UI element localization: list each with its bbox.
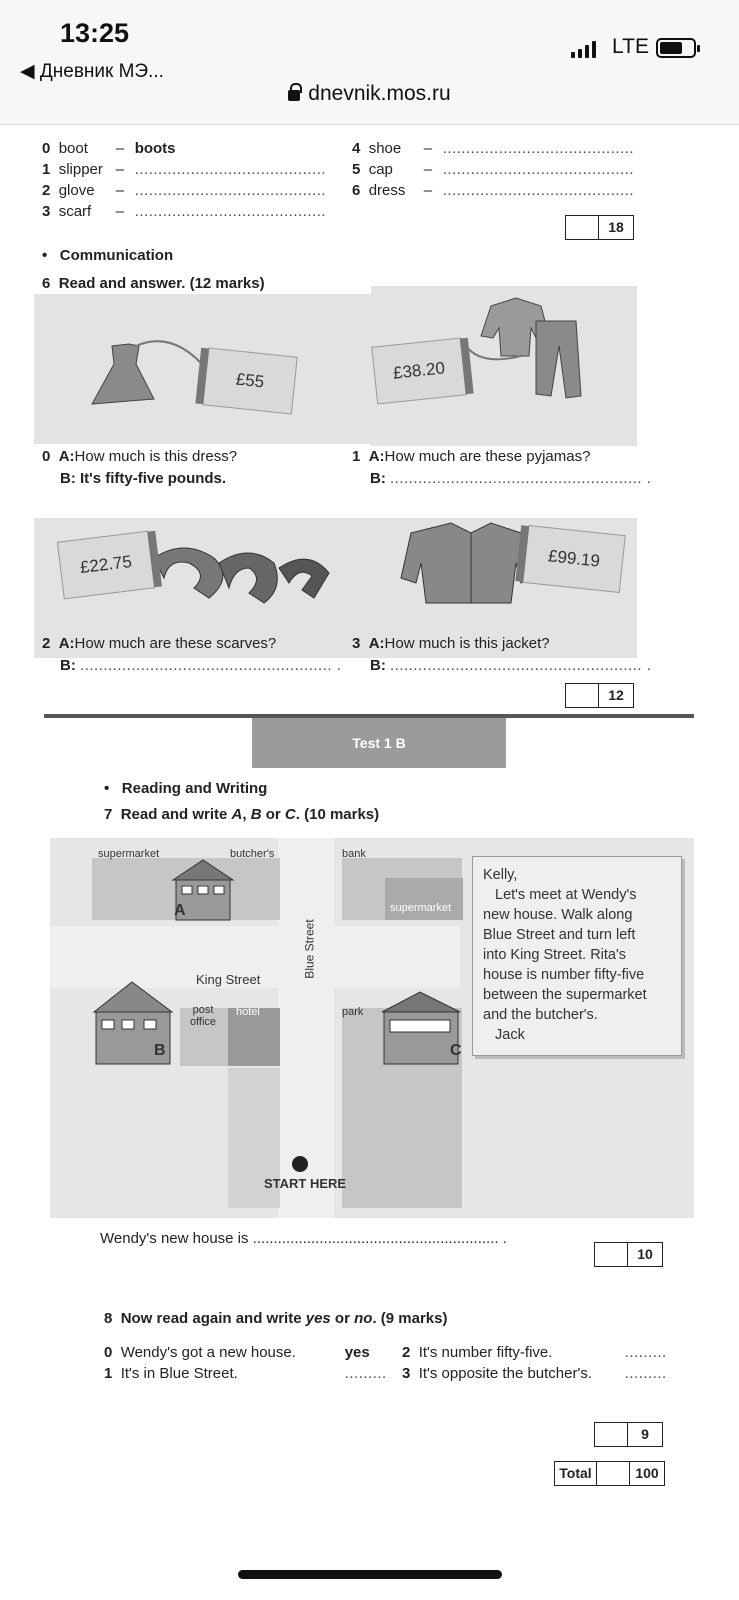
section-heading: • Communication [42, 247, 174, 264]
list-item: 4 shoe – ......................................... [352, 140, 635, 157]
ex8-right-column [402, 1342, 667, 1384]
exercise-title: 6 Read and answer. (12 marks) [42, 275, 265, 292]
map-label: Blue Street [302, 919, 317, 979]
total-box: Total 100 [554, 1461, 665, 1486]
ex5-right-column [352, 138, 634, 201]
score-box: 12 [565, 683, 634, 708]
map-label: post office [189, 1004, 217, 1028]
score-box: 9 [594, 1422, 663, 1447]
list-item: 0 boot – boots [42, 140, 176, 157]
qa-item: 0 A:How much is this dress? B: It's fifty-five pounds. [42, 448, 238, 487]
score-box: 10 [594, 1242, 663, 1267]
list-item: 0 Wendy's got a new house. yes [104, 1344, 370, 1361]
answer-line: Wendy's new house is ........................................................... . [100, 1230, 507, 1247]
ex8-left-column [104, 1342, 387, 1384]
qa-item: 1 A:How much are these pyjamas? B: ...................................................... . [352, 448, 652, 487]
lock-icon [288, 90, 300, 101]
price-tag: £38.20 [371, 337, 467, 404]
map-label: hotel [236, 1006, 260, 1018]
map-label: supermarket [390, 902, 452, 914]
battery-icon [656, 38, 696, 58]
ex5-left-column [42, 138, 326, 222]
list-item: 3 It's opposite the butcher's. ......... [402, 1365, 667, 1382]
section-heading: • Reading and Writing [104, 780, 268, 797]
test-banner: Test 1 B [252, 718, 506, 768]
map-label: King Street [196, 972, 261, 987]
browser-status-bar [0, 0, 739, 125]
qa-item: 2 A:How much are these scarves? B: ...................................................... . [42, 635, 342, 674]
list-item: 2 It's number fifty-five. ......... [402, 1344, 667, 1361]
start-marker [292, 1156, 308, 1172]
price-tag: £22.75 [57, 531, 155, 600]
home-indicator[interactable] [238, 1570, 502, 1579]
map-label: butcher's [230, 848, 275, 860]
list-item: 1 It's in Blue Street. ......... [104, 1365, 387, 1382]
address-bar[interactable] [0, 82, 739, 106]
worksheet-page [0, 126, 739, 1600]
list-item: 3 scarf – ......................................... [42, 203, 327, 220]
exercise-title: 8 Now read again and write yes or no. (9 marks) [104, 1310, 448, 1327]
qa-item: 3 A:How much is this jacket? B: ...................................................... . [352, 635, 652, 674]
map-label: supermarket [98, 848, 160, 860]
map-label: C [450, 1042, 462, 1059]
price-tag: £99.19 [522, 525, 626, 593]
list-item: 2 glove – ......................................... [42, 182, 327, 199]
price-tag: £55 [202, 347, 298, 414]
map-label: bank [342, 848, 366, 860]
back-to-app-link[interactable]: ◀ Дневник МЭ... [20, 61, 164, 82]
score-box: 18 [565, 215, 634, 240]
map-label: A [174, 902, 186, 919]
exercise-title: 7 Read and write A, B or C. (10 marks) [104, 806, 380, 823]
list-item: 5 cap – ......................................... [352, 161, 635, 178]
signal-icon [571, 40, 596, 58]
map-label: START HERE [264, 1176, 347, 1191]
map-label: park [342, 1006, 364, 1018]
url-text: dnevnik.mos.ru [308, 82, 451, 105]
network-type: LTE [612, 35, 649, 58]
note-card: Kelly, Let's meet at Wendy's new house. Walk along Blue Street and turn left into King Street. Rita's house is number fifty-five between the supermarket and the butcher's. Jack [472, 856, 682, 1056]
clock: 13:25 [60, 18, 130, 48]
list-item: 1 slipper – ......................................... [42, 161, 327, 178]
map-label: B [154, 1042, 166, 1059]
list-item: 6 dress – ......................................... [352, 182, 635, 199]
